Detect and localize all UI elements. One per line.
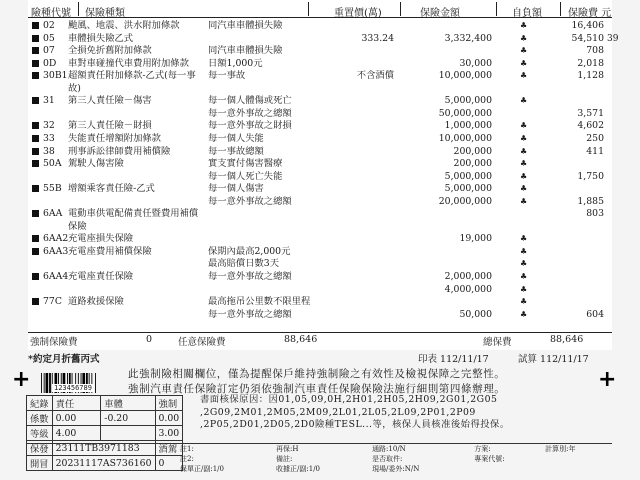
field-cell: 計算別:年 — [545, 445, 576, 453]
row-coverage: 每一意外事故之總額 — [208, 195, 292, 207]
voluntary-value: 88,646 — [284, 334, 318, 345]
deductible-mark-icon: ♣ — [520, 33, 528, 43]
premium-table — [28, 0, 619, 350]
field-cell — [470, 464, 541, 474]
row-checkbox — [32, 210, 39, 217]
row-amount: 10,000,000 — [438, 132, 492, 144]
row-coverage: 每一意外事故之總額 — [208, 308, 292, 320]
compulsory-notice-1: 此強制險相關欄位，僅為提醒保戶維持強制險之有效性及檢視保障之完整性。 — [128, 368, 506, 380]
row-code: 50A — [43, 158, 62, 170]
row-coverage: 每一個人失能 — [208, 132, 264, 144]
row-premium: 2,018 — [577, 57, 604, 69]
header-name: 保險種類 — [85, 8, 125, 19]
deductible-mark-icon: ♣ — [520, 309, 528, 319]
row-code: 6AA2 — [43, 233, 69, 245]
field-row — [176, 464, 612, 474]
row-name: 道路救援保險 — [68, 296, 124, 308]
row-code: 30B1 — [43, 70, 68, 82]
row-amount: 4,000,000 — [444, 283, 492, 295]
header-value: 重置價(萬) — [334, 8, 382, 19]
deductible-mark-icon: ♣ — [520, 71, 528, 81]
row-coverage: 每一意外事故之總額 — [208, 107, 292, 119]
row-amount: 50,000 — [459, 308, 492, 320]
barcode-bar — [49, 373, 51, 393]
table-cell — [101, 426, 155, 441]
deductible-mark-icon: ♣ — [520, 234, 528, 244]
deductible-mark-icon: ♣ — [520, 259, 528, 269]
row-premium: 604 — [586, 308, 604, 320]
deductible-mark-icon: ♣ — [520, 246, 528, 256]
row-name: 超額責任附加條款-乙式(每一事 — [68, 70, 196, 82]
table-row — [27, 411, 183, 426]
compulsory-value: 0 — [146, 334, 153, 345]
row-checkbox — [32, 35, 39, 42]
row-amount: 3,332,400 — [444, 32, 492, 44]
row-premium: 4,602 — [577, 120, 604, 132]
row-amount: 5,000,000 — [444, 183, 492, 195]
table-cell: 開冒 — [27, 456, 53, 471]
row-amount: 30,000 — [459, 57, 492, 69]
deductible-mark-icon: ♣ — [520, 96, 528, 106]
row-coverage: 日額1,000元 — [208, 57, 263, 69]
row-coverage: 同汽車車體損失險 — [208, 20, 283, 31]
deductible-mark-icon: ♣ — [520, 196, 528, 206]
deductible-mark-icon: ♣ — [520, 133, 528, 143]
row-name: 第三人責任險－財損 — [68, 120, 152, 132]
row-code: 6AA3 — [43, 245, 69, 257]
table-cell: -0.20 — [101, 411, 155, 426]
row-coverage: 最高拖吊公里數不限里程 — [208, 296, 311, 308]
deductible-mark-icon: ♣ — [520, 58, 528, 68]
header-amount: 保險金額 — [420, 8, 460, 19]
row-premium: 250 — [586, 132, 604, 144]
total-value: 88,646 — [550, 334, 584, 345]
row-checkbox — [32, 47, 39, 54]
deductible-mark-icon: ♣ — [520, 284, 528, 294]
deductible-mark-icon: ♣ — [520, 272, 528, 281]
row-checkbox — [32, 97, 39, 104]
row-amount: 2,000,000 — [444, 271, 492, 282]
row-code: 02 — [43, 20, 55, 31]
header-premium: 保險費 元 — [568, 8, 612, 19]
row-name: 充電座損失保險 — [68, 233, 134, 245]
row-checkbox — [32, 60, 39, 67]
table-cell: 責任 — [52, 396, 101, 411]
field-cell: 註2: — [180, 455, 194, 463]
table-row — [27, 426, 183, 441]
print-date: 印表 112/11/17 — [418, 354, 489, 365]
row-checkbox — [32, 273, 39, 280]
table-cell: 係數 — [27, 411, 53, 426]
row-checkbox — [32, 160, 39, 167]
row-code: 6AA — [43, 208, 63, 220]
edge-digits: 39 — [607, 34, 619, 44]
row-checkbox — [32, 185, 39, 192]
deductible-mark-icon: ♣ — [520, 21, 528, 30]
field-cell: 備註: — [276, 455, 293, 463]
barcode-bar — [95, 373, 96, 393]
row-premium: 708 — [586, 45, 604, 57]
row-value: 333.24 — [361, 32, 394, 44]
row-coverage: 實支實付傷害醫療 — [208, 158, 283, 170]
row-name: 第三人責任險－傷害 — [68, 95, 152, 107]
row-premium: 1,750 — [577, 170, 604, 182]
row-amount: 50,000,000 — [438, 107, 492, 119]
field-cell: 再保:H — [276, 445, 299, 453]
row-checkbox — [32, 148, 39, 155]
table-cell: 等級 — [27, 426, 53, 441]
registration-mark-right: + — [598, 367, 617, 392]
row-coverage: 每一意外事故之總額 — [208, 271, 292, 282]
field-cell: 收據正/副:1/0 — [276, 465, 321, 473]
row-coverage: 每一個人死亡失能 — [208, 170, 283, 182]
row-name: 保險 — [68, 220, 87, 232]
table-cell: 酒駕 — [155, 441, 183, 456]
row-checkbox — [32, 298, 39, 305]
row-coverage: 每一個人體傷或死亡 — [208, 95, 292, 107]
total-label: 總保費 — [483, 337, 512, 348]
row-premium: 411 — [586, 145, 604, 157]
row-name: 失能責任增額附加條款 — [68, 132, 161, 144]
row-amount: 5,000,000 — [444, 170, 492, 182]
table-cell: 20231117AS736160 — [52, 456, 155, 471]
row-coverage: 保期內最高2,000元 — [208, 245, 291, 257]
row-checkbox — [32, 72, 39, 79]
row-amount: 200,000 — [453, 145, 492, 157]
deductible-mark-icon: ♣ — [520, 159, 528, 169]
field-row — [176, 454, 612, 464]
deductible-mark-icon: ♣ — [520, 146, 528, 156]
deductible-mark-icon: ♣ — [520, 46, 528, 56]
row-name: 駕駛人傷害險 — [68, 158, 124, 170]
row-premium: 3,571 — [577, 107, 604, 119]
desc-line: 書面核保原因：因01,05,09,0H,2H01,2H05,2H09,2G01,2G05 — [200, 394, 498, 405]
row-code: 33 — [43, 132, 55, 144]
row-name: 充電座費用補償保險 — [68, 245, 152, 257]
compulsory-notice-2: 強制汽車責任保險訂定仍須依強制汽車責任保險保險法施行細則第四條辦理。 — [128, 383, 506, 395]
deductible-mark-icon: ♣ — [520, 121, 528, 131]
field-cell — [541, 454, 612, 464]
row-name: 增額乘客責任險-乙式 — [68, 183, 155, 195]
row-amount: 200,000 — [453, 158, 492, 170]
row-coverage: 每一意外事故之財損 — [208, 120, 292, 132]
row-name: 車體損失險乙式 — [68, 32, 134, 44]
row-amount: 1,000,000 — [444, 120, 492, 132]
row-coverage: 同汽車車體損失險 — [208, 45, 283, 57]
row-name: 電動車供電配備責任暨費用補償 — [68, 208, 199, 220]
row-coverage: 最高賠償日數3天 — [208, 258, 279, 270]
barcode-bar — [46, 373, 49, 393]
row-premium: 1,885 — [577, 195, 604, 207]
field-cell: 註1: — [180, 445, 194, 453]
row-checkbox — [32, 235, 39, 242]
registration-mark-left: + — [12, 367, 31, 392]
row-name: 故) — [68, 82, 81, 94]
row-code: 6AA4 — [43, 271, 69, 282]
row-name: 颱風、地震、洪水附加條款 — [68, 20, 180, 31]
deductible-mark-icon: ♣ — [520, 171, 528, 181]
deductible-mark-icon: ♣ — [520, 297, 528, 307]
row-code: 55B — [43, 183, 62, 195]
row-code: 31 — [43, 95, 55, 107]
table-cell: 0 — [155, 456, 183, 471]
row-code: 77C — [43, 296, 62, 308]
row-checkbox — [32, 122, 39, 129]
field-cell — [541, 464, 612, 474]
table-row — [27, 396, 183, 411]
bottom-fields — [26, 443, 612, 480]
row-code: 05 — [43, 32, 55, 44]
row-name: 刑事訴訟律師費用補償險 — [68, 145, 171, 157]
table-cell: 保發 — [27, 441, 53, 456]
voluntary-label: 任意保險費 — [178, 337, 226, 348]
row-value: 不含酒償 — [356, 70, 394, 82]
table-cell: 4.00 — [52, 426, 101, 441]
table-cell: 車體 — [101, 396, 155, 411]
field-cell: 現場/委外:N/N — [372, 465, 420, 473]
row-premium: 16,406 — [571, 20, 604, 31]
field-cell: 專案代號: — [474, 455, 505, 463]
desc-line: ,2G09,2M01,2M05,2M09,2L01,2L05,2L09,2P01,2P09 — [200, 406, 476, 418]
row-code: 32 — [43, 120, 55, 132]
row-checkbox — [32, 22, 39, 29]
row-coverage: 每一事故總額 — [208, 145, 264, 157]
row-checkbox — [32, 135, 39, 142]
field-cell: 通路:10/N — [372, 445, 406, 453]
table-cell: 0.00 — [52, 411, 101, 426]
row-code: 0D — [43, 57, 57, 69]
table-cell: 0.00 — [155, 411, 183, 426]
row-amount: 19,000 — [459, 233, 492, 245]
calc-date: 試算 112/11/17 — [518, 354, 589, 365]
row-name: 全損免折舊附加條款 — [68, 45, 152, 57]
header-code: 險種代號 — [31, 8, 71, 19]
desc-line: ,2P05,2D01,2D05,2D0險種TESL...等，核保人員核准後始得投保。 — [200, 419, 510, 430]
row-name: 車對車碰撞代車費用附加條款 — [68, 57, 189, 69]
table-cell: 23111TB3971183 — [52, 441, 155, 456]
deductible-mark-icon: ♣ — [520, 184, 528, 194]
barcode-bar — [41, 373, 42, 393]
compulsory-label: 強制保險費 — [30, 337, 78, 348]
field-cell: 保單正/副:1/0 — [180, 465, 224, 473]
header-deductible: 自負額 — [512, 8, 542, 19]
row-code: 38 — [43, 145, 55, 157]
table-cell: 強制 — [155, 396, 183, 411]
field-cell: 方案: — [474, 445, 491, 453]
row-premium: 54,510 — [571, 32, 604, 44]
row-amount: 5,000,000 — [444, 95, 492, 107]
row-premium: 803 — [586, 208, 604, 220]
field-row — [176, 444, 612, 454]
row-coverage: 每一事故 — [208, 70, 246, 82]
row-amount: 10,000,000 — [438, 70, 492, 82]
row-code: 07 — [43, 45, 55, 57]
barcode-number: 123456789 — [54, 384, 92, 392]
row-name: 充電座責任保險 — [68, 271, 134, 282]
table-cell: 3.00 — [155, 426, 183, 441]
row-coverage: 每一個人傷害 — [208, 183, 264, 195]
table-cell: 紀錄 — [27, 396, 53, 411]
field-cell: 是否取件: — [372, 455, 403, 463]
row-checkbox — [32, 248, 39, 255]
barcode-bar — [44, 373, 45, 393]
row-amount: 20,000,000 — [438, 195, 492, 207]
row-premium: 1,128 — [577, 70, 604, 82]
depreciation-note: *約定月折舊丙式 — [28, 354, 100, 365]
